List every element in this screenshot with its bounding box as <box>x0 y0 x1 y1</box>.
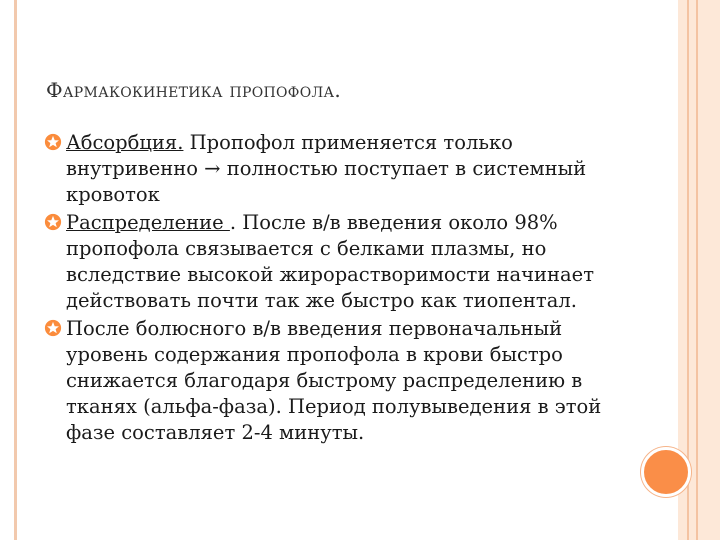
bullet-item-bolus <box>46 316 646 446</box>
bullet-term: Абсорбция. <box>66 131 184 154</box>
slide-title: Фармакокинетика пропофола. <box>46 78 342 102</box>
right-frame-line <box>696 0 698 540</box>
bullet-item-distribution <box>46 210 646 314</box>
star-icon <box>44 319 62 337</box>
bullet-text: Пропофол применяется только внутривенно <box>66 131 513 180</box>
bullet-text: После болюсного в/в введения первоначальный уровень содержания пропофола в крови быстро снижается благодаря быстрому распределению в тканях (альфа-фаза). Период полувыведения в этой фазе составляет 2-4 минуты. <box>66 317 602 444</box>
bullet-term: Распределение <box>66 211 230 234</box>
left-frame-line <box>14 0 17 540</box>
bullet-list <box>46 130 646 448</box>
star-icon <box>44 213 62 231</box>
bullet-text: . После в/в введения около 98% пропофола связывается с белками плазмы, но вследствие высокой жирорастворимости начинает действовать почти так же быстро как тиопентал. <box>66 211 594 312</box>
arrow-icon: → <box>204 157 221 180</box>
bullet-item-absorption <box>46 130 646 208</box>
decorative-circle <box>641 447 691 497</box>
bullet-text: полностью поступает в системный кровоток <box>66 157 587 206</box>
star-icon <box>44 133 62 151</box>
